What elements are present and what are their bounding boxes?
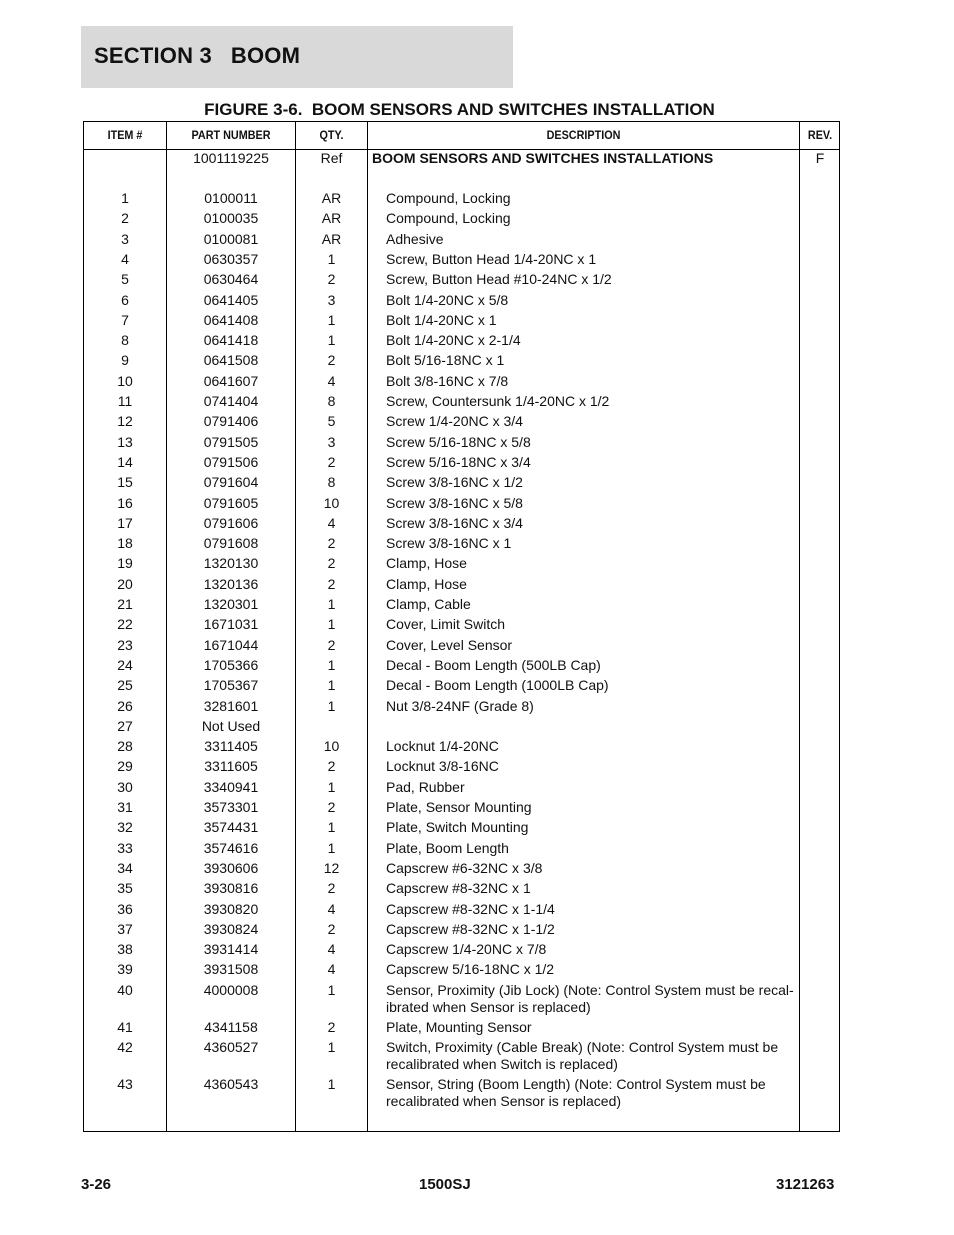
figure-title (0, 100, 954, 120)
row-part-number: 0641418 (203, 332, 259, 349)
row-part-number: 0630464 (203, 271, 259, 288)
col-header-item: ITEM # (107, 128, 143, 142)
row-part-number: 1671044 (203, 636, 259, 653)
row-part-number: 0630357 (203, 250, 259, 267)
row-description: Sensor, String (Boom Length) (Note: Control System must be (386, 1076, 766, 1092)
row-part-number: 0641408 (203, 311, 259, 328)
row-item-number: 21 (117, 596, 133, 612)
assembly-description: BOOM SENSORS AND SWITCHES INSTALLATIONS (372, 150, 714, 166)
row-qty: 2 (327, 880, 336, 897)
col-header-description: DESCRIPTION (546, 128, 621, 142)
row-description: Capscrew #8-32NC x 1-1/4 (386, 900, 555, 917)
row-qty: 10 (323, 738, 340, 755)
row-item-number: 26 (117, 697, 133, 714)
row-part-number: 1320136 (203, 575, 259, 592)
row-item-number: 32 (117, 819, 133, 836)
row-part-number: 1705367 (203, 677, 259, 694)
assembly-qty: Ref (320, 150, 343, 166)
row-qty: 1 (327, 250, 336, 267)
assembly-rev: F (815, 150, 825, 166)
col-header-qty: QTY. (319, 128, 344, 142)
row-description: Screw 5/16-18NC x 5/8 (386, 433, 531, 450)
row-item-number: 39 (117, 961, 133, 978)
row-qty: 3 (327, 433, 336, 450)
row-part-number: Not Used (201, 717, 261, 734)
row-qty: 4 (327, 961, 336, 978)
col-header-rev: REV. (807, 128, 833, 142)
row-part-number: 0791608 (203, 535, 259, 552)
row-description: Capscrew 1/4-20NC x 7/8 (386, 941, 547, 958)
row-qty: 10 (323, 494, 340, 511)
row-part-number: 0641607 (203, 372, 259, 389)
row-qty: 2 (327, 758, 336, 775)
row-item-number: 28 (117, 738, 133, 755)
row-description-continued: recalibrated when Switch is replaced) (386, 1056, 618, 1072)
row-part-number: 3930816 (203, 880, 259, 897)
row-description: Decal - Boom Length (1000LB Cap) (386, 677, 609, 694)
row-part-number: 1705366 (203, 656, 259, 673)
footer-page-number: 3-26 (81, 1176, 112, 1193)
row-item-number: 25 (117, 677, 133, 694)
row-item-number: 37 (117, 920, 133, 937)
row-item-number: 3 (121, 230, 129, 247)
row-part-number: 0791506 (203, 453, 259, 470)
row-part-number: 3931508 (203, 961, 259, 978)
row-qty: 4 (327, 514, 336, 531)
row-description: Sensor, Proximity (Jib Lock) (Note: Control System must be recal- (386, 981, 794, 998)
row-part-number: 3311405 (204, 738, 258, 755)
row-qty: 2 (327, 352, 336, 369)
footer-model: 1500SJ (419, 1176, 471, 1193)
row-qty: 1 (327, 839, 336, 856)
row-item-number: 35 (117, 880, 133, 897)
row-qty: 2 (327, 271, 336, 288)
row-item-number: 8 (121, 332, 129, 349)
row-item-number: 36 (117, 900, 133, 917)
row-item-number: 14 (117, 453, 133, 470)
row-description: Clamp, Hose (386, 575, 467, 592)
row-qty: AR (321, 210, 342, 227)
row-description: Compound, Locking (386, 210, 511, 227)
row-item-number: 33 (117, 839, 133, 856)
row-part-number: 3574431 (203, 819, 259, 836)
row-qty: 8 (327, 393, 336, 409)
row-qty: 4 (327, 900, 336, 917)
row-item-number: 9 (121, 352, 129, 369)
row-part-number: 0791605 (203, 494, 259, 511)
row-part-number: 0791604 (203, 474, 259, 491)
row-description: Decal - Boom Length (500LB Cap) (386, 656, 601, 673)
row-item-number: 18 (117, 535, 133, 552)
row-description: Bolt 1/4-20NC x 1 (386, 311, 497, 328)
col-header-part-number: PART NUMBER (191, 128, 271, 142)
row-part-number: 4341158 (204, 1018, 258, 1035)
row-description: Screw 3/8-16NC x 1/2 (386, 474, 523, 491)
row-part-number: 3573301 (203, 799, 259, 815)
row-item-number: 17 (117, 514, 133, 531)
row-description: Pad, Rubber (386, 778, 465, 795)
row-qty: 2 (327, 535, 336, 552)
row-qty: 1 (327, 616, 336, 633)
row-description: Compound, Locking (386, 190, 511, 206)
row-part-number: 3930820 (203, 900, 259, 917)
row-item-number: 4 (121, 250, 129, 267)
row-part-number: 0641508 (203, 352, 259, 369)
row-description: Bolt 1/4-20NC x 2-1/4 (386, 332, 521, 349)
row-item-number: 13 (117, 433, 133, 450)
row-qty: 1 (327, 778, 336, 795)
row-part-number: 3340941 (203, 778, 259, 795)
figure-title-text: FIGURE 3-6. BOOM SENSORS AND SWITCHES INSTALLATION (204, 100, 715, 119)
row-description: Plate, Sensor Mounting (386, 799, 532, 815)
row-qty: 5 (327, 413, 336, 430)
row-item-number: 12 (117, 413, 133, 430)
row-part-number: 0641405 (203, 291, 259, 308)
column-divider (367, 122, 368, 1131)
row-qty: 2 (327, 920, 336, 937)
row-description: Switch, Proximity (Cable Break) (Note: Control System must be (386, 1039, 779, 1055)
row-qty: 4 (327, 372, 336, 389)
row-qty: 2 (327, 636, 336, 653)
row-item-number: 29 (117, 758, 133, 775)
row-qty: 2 (327, 555, 336, 572)
row-item-number: 16 (117, 494, 133, 511)
row-qty: 2 (327, 575, 336, 592)
row-item-number: 6 (121, 291, 129, 308)
row-qty: 2 (327, 1018, 336, 1035)
row-description: Plate, Switch Mounting (386, 819, 529, 836)
row-part-number: 3311605 (204, 758, 258, 775)
row-qty: 4 (327, 941, 336, 958)
row-part-number: 4360543 (203, 1076, 259, 1092)
row-part-number: 3281601 (203, 697, 259, 714)
row-part-number: 1671031 (203, 616, 259, 633)
row-qty: 1 (327, 596, 336, 612)
row-description: Bolt 3/8-16NC x 7/8 (386, 372, 509, 389)
row-item-number: 41 (117, 1018, 133, 1035)
row-item-number: 19 (117, 555, 133, 572)
row-qty: 1 (327, 332, 336, 349)
row-qty: 1 (327, 981, 336, 998)
row-part-number: 0791606 (203, 514, 259, 531)
row-description: Screw, Button Head 1/4-20NC x 1 (386, 250, 597, 267)
row-qty: 1 (327, 697, 336, 714)
row-part-number: 3931414 (203, 941, 259, 958)
row-part-number: 3930606 (203, 859, 259, 876)
row-description: Cover, Level Sensor (386, 636, 513, 653)
row-item-number: 30 (117, 778, 133, 795)
row-description: Locknut 1/4-20NC (386, 738, 499, 755)
footer-doc-number: 3121263 (776, 1176, 835, 1193)
row-description: Screw 3/8-16NC x 3/4 (386, 514, 523, 531)
row-item-number: 34 (117, 859, 133, 876)
row-description: Capscrew #8-32NC x 1 (386, 880, 531, 897)
row-description-continued: ibrated when Sensor is replaced) (386, 998, 591, 1015)
row-part-number: 0791505 (203, 433, 259, 450)
row-part-number: 3574616 (203, 839, 259, 856)
row-item-number: 40 (117, 981, 133, 998)
row-description: Capscrew #8-32NC x 1-1/2 (386, 920, 555, 937)
row-description: Plate, Mounting Sensor (386, 1018, 532, 1035)
row-description: Capscrew #6-32NC x 3/8 (386, 859, 543, 876)
row-qty: 2 (327, 799, 336, 815)
row-description: Screw, Button Head #10-24NC x 1/2 (386, 271, 612, 288)
row-item-number: 2 (121, 210, 129, 227)
row-item-number: 10 (117, 372, 133, 389)
row-description: Clamp, Hose (386, 555, 467, 572)
row-qty: 1 (327, 819, 336, 836)
section-title: SECTION 3 BOOM (94, 43, 301, 68)
row-description: Cover, Limit Switch (386, 616, 506, 633)
row-qty: AR (321, 190, 342, 206)
assembly-part-number: 1001119225 (193, 150, 269, 166)
row-item-number: 5 (121, 271, 129, 288)
row-part-number: 3930824 (203, 920, 259, 937)
row-item-number: 20 (117, 575, 133, 592)
row-item-number: 23 (117, 636, 133, 653)
column-divider (799, 122, 800, 1131)
row-qty: 1 (327, 1076, 336, 1092)
row-description: Screw 1/4-20NC x 3/4 (386, 413, 523, 430)
row-part-number: 0791406 (203, 413, 259, 430)
row-description: Screw 3/8-16NC x 5/8 (386, 494, 523, 511)
row-description-continued: recalibrated when Sensor is replaced) (386, 1093, 622, 1109)
section-header-bar (81, 26, 513, 88)
row-description: Capscrew 5/16-18NC x 1/2 (386, 961, 555, 978)
row-item-number: 43 (117, 1076, 133, 1092)
parts-table (83, 121, 840, 1132)
row-qty: 1 (327, 311, 336, 328)
row-item-number: 42 (117, 1039, 133, 1055)
row-description: Adhesive (386, 230, 444, 247)
row-description: Screw, Countersunk 1/4-20NC x 1/2 (386, 393, 610, 409)
row-qty: 8 (327, 474, 336, 491)
row-part-number: 0100035 (203, 210, 259, 227)
row-item-number: 11 (117, 393, 133, 409)
row-item-number: 38 (117, 941, 133, 958)
row-qty: 1 (327, 1039, 336, 1055)
row-description: Screw 5/16-18NC x 3/4 (386, 453, 531, 470)
row-qty: 2 (327, 453, 336, 470)
row-item-number: 24 (117, 656, 133, 673)
row-item-number: 27 (117, 717, 133, 734)
row-item-number: 1 (121, 190, 129, 206)
row-part-number: 0100081 (203, 230, 259, 247)
row-description: Locknut 3/8-16NC (386, 758, 499, 775)
row-description: Nut 3/8-24NF (Grade 8) (386, 697, 534, 714)
row-qty: 1 (327, 677, 336, 694)
row-qty: 12 (323, 859, 340, 876)
row-item-number: 22 (117, 616, 133, 633)
row-part-number: 0741404 (203, 393, 259, 409)
row-part-number: 0100011 (204, 190, 258, 206)
row-qty: 1 (327, 656, 336, 673)
row-description: Plate, Boom Length (386, 839, 509, 856)
row-description: Bolt 1/4-20NC x 5/8 (386, 291, 509, 308)
row-part-number: 1320301 (203, 596, 259, 612)
row-qty: 3 (327, 291, 336, 308)
row-item-number: 15 (117, 474, 133, 491)
row-description: Screw 3/8-16NC x 1 (386, 535, 512, 552)
row-description: Clamp, Cable (386, 596, 471, 612)
row-part-number: 4000008 (203, 981, 259, 998)
row-description: Bolt 5/16-18NC x 1 (386, 352, 505, 369)
row-item-number: 31 (117, 799, 133, 815)
row-item-number: 7 (121, 311, 129, 328)
row-part-number: 1320130 (203, 555, 259, 572)
row-part-number: 4360527 (203, 1039, 259, 1055)
row-qty: AR (321, 230, 342, 247)
